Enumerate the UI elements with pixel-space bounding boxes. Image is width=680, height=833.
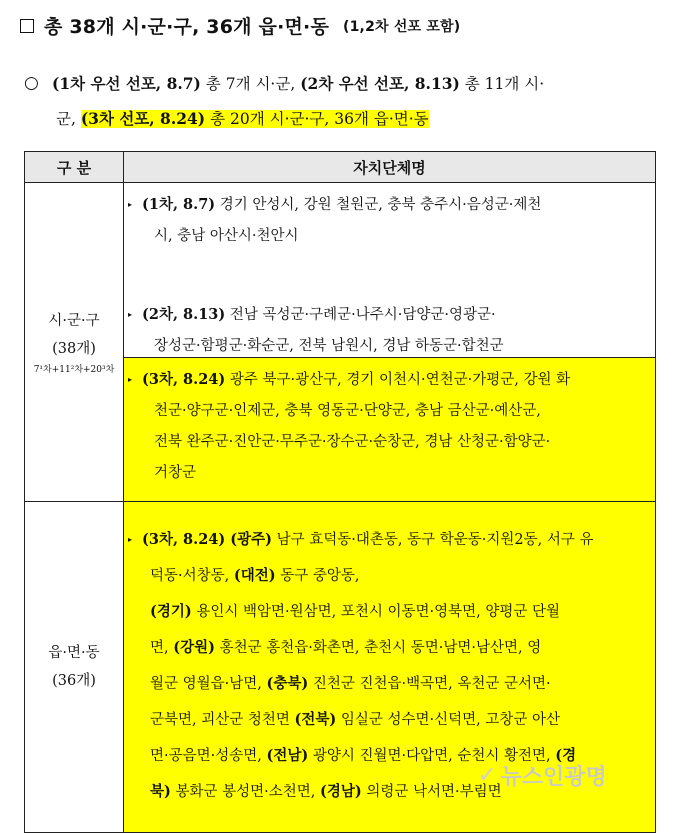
emd-text: 남구 효덕동·대촌동, 동구 학운동·지원2동, 서구 유 bbox=[272, 532, 594, 548]
region-table bbox=[24, 151, 656, 833]
emd-text: 광양시 진월면·다압면, 순천시 황전면, bbox=[308, 748, 556, 764]
emd-text: 봉화군 봉성면·소천면, bbox=[170, 784, 320, 800]
emd-text: 용인시 백암면·원삼면, 포천시 이동면·영북면, 양평군 단월 bbox=[191, 604, 561, 620]
news-logo-icon: ✓ bbox=[478, 763, 497, 788]
intro-first-count: 총 7개 시·군, bbox=[200, 75, 301, 93]
entry-phase2-text: 전남 곡성군·구례군·나주시·담양군·영광군· bbox=[225, 307, 496, 323]
entry-phase1 bbox=[124, 183, 655, 299]
category-breakdown: 7¹차+11²차+20³차 bbox=[33, 365, 115, 375]
category-cell-sigungu bbox=[25, 183, 124, 502]
circle-bullet-icon: ○ bbox=[24, 73, 39, 93]
intro-cont: 군, bbox=[56, 110, 81, 128]
entry-phase3 bbox=[124, 357, 655, 501]
entry-phase2 bbox=[124, 299, 655, 357]
intro-second-phase: (2차 우선 선포, 8.13) bbox=[300, 74, 460, 93]
emd-line bbox=[142, 558, 649, 594]
emd-text: 의령군 낙서면·부림면 bbox=[361, 784, 502, 800]
triangle-bullet-icon: ▸ bbox=[128, 310, 133, 319]
category-label: 시·군·구 bbox=[48, 313, 100, 329]
watermark bbox=[478, 760, 607, 791]
header-names: 자치단체명 bbox=[124, 152, 656, 183]
entry-phase3-text: 광주 북구·광산구, 경기 이천시·연천군·가평군, 강원 화 bbox=[225, 372, 571, 388]
intro-second-count: 총 11개 시· bbox=[459, 75, 545, 93]
emd-text: 면·공음면·성송면, bbox=[150, 748, 267, 764]
entry-phase1-cont: 시, 충남 아산시·천안시 bbox=[154, 228, 299, 244]
entry-phase1-label: (1차, 8.7) bbox=[142, 196, 216, 213]
emd-line bbox=[142, 594, 649, 630]
emd-bold: (경 bbox=[555, 747, 577, 764]
emd-bold: 북) bbox=[150, 783, 171, 800]
emd-bold: (강원) bbox=[173, 639, 215, 656]
emd-text: 홍천군 홍천읍·화촌면, 춘천시 동면·남면·남산면, 영 bbox=[214, 640, 542, 656]
emd-bold: (전남) bbox=[266, 747, 309, 764]
document-title bbox=[20, 12, 460, 39]
entry-phase3-cont2: 전북 완주군·진안군·무주군·장수군·순창군, 경남 산청군·함양군· bbox=[154, 434, 551, 450]
triangle-bullet-icon: ▸ bbox=[128, 200, 133, 209]
category-cell-eupmyeondong bbox=[25, 502, 124, 833]
emd-bold: (충북) bbox=[266, 675, 309, 692]
emd-text: 덕동·서창동, bbox=[150, 568, 234, 584]
emd-bold: (대전) bbox=[233, 567, 276, 584]
emd-text: 진천군 진천읍·백곡면, 옥천군 군서면· bbox=[308, 676, 551, 692]
header-category: 구 분 bbox=[25, 152, 124, 183]
emd-bold: (전북) bbox=[294, 711, 337, 728]
intro-third-phase: (3차 선포, 8.24) bbox=[80, 109, 206, 128]
checkbox-icon bbox=[20, 19, 34, 33]
watermark-text: 뉴스인광명 bbox=[500, 765, 607, 790]
entry-phase2-cont: 장성군·함평군·화순군, 전북 남원시, 경남 하동군·합천군 bbox=[154, 338, 504, 354]
category-count: (38개) bbox=[52, 341, 96, 357]
emd-line bbox=[142, 666, 649, 702]
entry-phase3-cont1: 천군·양구군·인제군, 충북 영동군·단양군, 충남 금산군·예산군, bbox=[154, 403, 541, 419]
triangle-bullet-icon: ▸ bbox=[128, 535, 133, 544]
table-header-row bbox=[25, 152, 656, 183]
emd-line bbox=[142, 702, 649, 738]
emd-line bbox=[142, 522, 649, 558]
names-cell-sigungu bbox=[124, 183, 656, 502]
emd-text: 월군 영월읍·남면, bbox=[150, 676, 267, 692]
emd-text: 군북면, 괴산군 청천면 bbox=[150, 712, 295, 728]
emd-line bbox=[142, 630, 649, 666]
intro-line-1 bbox=[52, 66, 544, 102]
emd-text: 임실군 성수면·신덕면, 고창군 아산 bbox=[336, 712, 561, 728]
intro-line-2 bbox=[56, 101, 429, 137]
title-main: 총 38개 시·군·구, 36개 읍·면·동 bbox=[44, 16, 330, 38]
intro-first-phase: (1차 우선 선포, 8.7) bbox=[52, 74, 201, 93]
category-label: 읍·면·동 bbox=[48, 645, 100, 661]
emd-text: 면, bbox=[150, 640, 174, 656]
triangle-bullet-icon: ▸ bbox=[128, 375, 133, 384]
emd-bold: (경남) bbox=[319, 783, 362, 800]
emd-text: 동구 중앙동, bbox=[275, 568, 360, 584]
intro-third-count: 총 20개 시·군·구, 36개 읍·면·동 bbox=[205, 110, 429, 128]
entry-phase3-cont3: 거창군 bbox=[154, 465, 197, 481]
entry-phase3-label: (3차, 8.24) bbox=[142, 371, 226, 388]
table-row bbox=[25, 183, 656, 502]
title-sub: (1,2차 선포 포함) bbox=[343, 18, 461, 35]
entry-phase2-label: (2차, 8.13) bbox=[142, 306, 226, 323]
emd-bold: (경기) bbox=[150, 603, 192, 620]
category-count: (36개) bbox=[52, 673, 96, 689]
emd-bold: (3차, 8.24) (광주) bbox=[142, 531, 273, 548]
entry-phase1-text: 경기 안성시, 강원 철원군, 충북 충주시·음성군·제천 bbox=[215, 197, 542, 213]
